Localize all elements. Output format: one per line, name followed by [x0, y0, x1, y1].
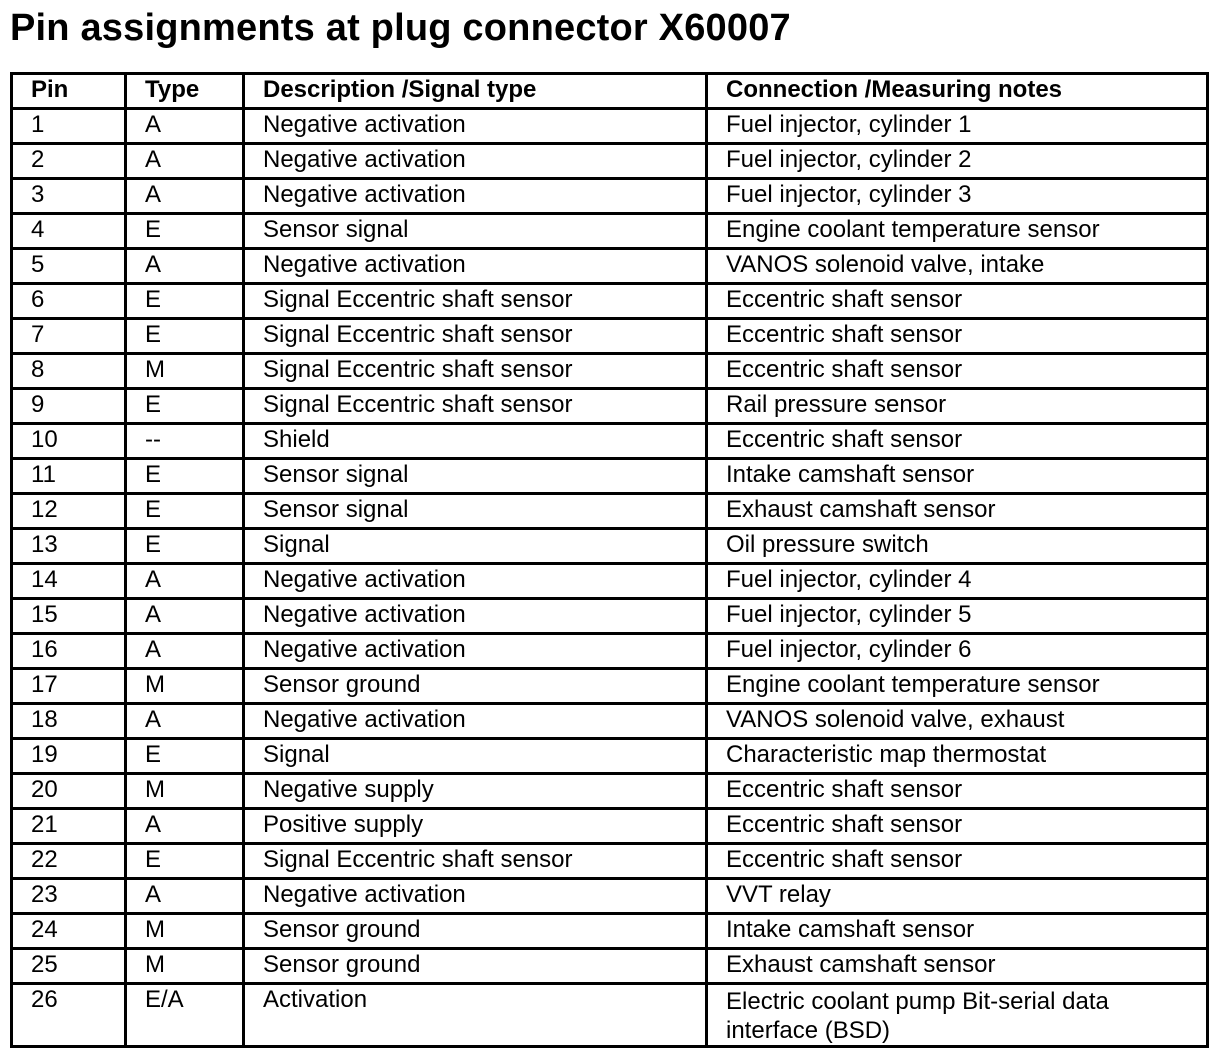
- connection-cell: Intake camshaft sensor: [707, 914, 1208, 949]
- type-cell: A: [126, 109, 244, 144]
- connection-cell: VVT relay: [707, 879, 1208, 914]
- pin-cell: 7: [12, 319, 126, 354]
- connection-cell: Eccentric shaft sensor: [707, 774, 1208, 809]
- type-cell: A: [126, 704, 244, 739]
- pin-cell: 21: [12, 809, 126, 844]
- header-type: Type: [126, 74, 244, 109]
- connection-cell: Fuel injector, cylinder 3: [707, 179, 1208, 214]
- table-body: [12, 109, 1208, 1047]
- description-cell: Positive supply: [244, 809, 707, 844]
- pin-cell: 2: [12, 144, 126, 179]
- type-cell: E: [126, 739, 244, 774]
- pin-cell: 10: [12, 424, 126, 459]
- table-row: [12, 844, 1208, 879]
- table-row: [12, 354, 1208, 389]
- type-cell: E: [126, 844, 244, 879]
- table-row: [12, 424, 1208, 459]
- connection-cell: Rail pressure sensor: [707, 389, 1208, 424]
- pin-cell: 12: [12, 494, 126, 529]
- connection-cell: VANOS solenoid valve, intake: [707, 249, 1208, 284]
- description-cell: Sensor ground: [244, 669, 707, 704]
- type-cell: A: [126, 809, 244, 844]
- connection-cell: Eccentric shaft sensor: [707, 809, 1208, 844]
- pin-cell: 19: [12, 739, 126, 774]
- connection-cell: VANOS solenoid valve, exhaust: [707, 704, 1208, 739]
- description-cell: Negative activation: [244, 879, 707, 914]
- description-cell: Signal Eccentric shaft sensor: [244, 354, 707, 389]
- type-cell: E: [126, 389, 244, 424]
- pin-cell: 14: [12, 564, 126, 599]
- description-cell: Negative activation: [244, 144, 707, 179]
- type-cell: E: [126, 284, 244, 319]
- type-cell: M: [126, 774, 244, 809]
- pin-assignment-table: [10, 72, 1209, 1048]
- connection-cell: Fuel injector, cylinder 1: [707, 109, 1208, 144]
- table-row: [12, 214, 1208, 249]
- pin-cell: 15: [12, 599, 126, 634]
- pin-cell: 5: [12, 249, 126, 284]
- description-cell: Shield: [244, 424, 707, 459]
- description-cell: Negative activation: [244, 564, 707, 599]
- connection-cell: Fuel injector, cylinder 5: [707, 599, 1208, 634]
- table-row: [12, 669, 1208, 704]
- type-cell: E/A: [126, 984, 244, 1047]
- connection-cell: Engine coolant temperature sensor: [707, 669, 1208, 704]
- type-cell: A: [126, 564, 244, 599]
- description-cell: Sensor ground: [244, 949, 707, 984]
- pin-cell: 4: [12, 214, 126, 249]
- type-cell: A: [126, 599, 244, 634]
- description-cell: Activation: [244, 984, 707, 1047]
- pin-cell: 16: [12, 634, 126, 669]
- description-cell: Negative activation: [244, 599, 707, 634]
- pin-cell: 11: [12, 459, 126, 494]
- description-cell: Sensor signal: [244, 459, 707, 494]
- table-row: [12, 389, 1208, 424]
- table-row: [12, 634, 1208, 669]
- table-row: [12, 144, 1208, 179]
- table-row: [12, 739, 1208, 774]
- pin-cell: 9: [12, 389, 126, 424]
- table-row: [12, 704, 1208, 739]
- connection-cell: Engine coolant temperature sensor: [707, 214, 1208, 249]
- connection-cell: Fuel injector, cylinder 6: [707, 634, 1208, 669]
- description-cell: Signal: [244, 739, 707, 774]
- type-cell: E: [126, 529, 244, 564]
- connection-cell: Eccentric shaft sensor: [707, 424, 1208, 459]
- type-cell: M: [126, 669, 244, 704]
- table-header-row: [12, 74, 1208, 109]
- pin-cell: 23: [12, 879, 126, 914]
- pin-cell: 25: [12, 949, 126, 984]
- connection-cell: Eccentric shaft sensor: [707, 284, 1208, 319]
- connection-cell: Eccentric shaft sensor: [707, 354, 1208, 389]
- connection-cell: Eccentric shaft sensor: [707, 319, 1208, 354]
- connection-cell: Fuel injector, cylinder 4: [707, 564, 1208, 599]
- table-row: [12, 564, 1208, 599]
- type-cell: M: [126, 949, 244, 984]
- header-description: Description /Signal type: [244, 74, 707, 109]
- table-row: [12, 529, 1208, 564]
- pin-cell: 1: [12, 109, 126, 144]
- table-row: [12, 879, 1208, 914]
- description-cell: Negative activation: [244, 634, 707, 669]
- type-cell: E: [126, 214, 244, 249]
- type-cell: A: [126, 179, 244, 214]
- description-cell: Sensor ground: [244, 914, 707, 949]
- table-row: [12, 319, 1208, 354]
- type-cell: A: [126, 634, 244, 669]
- description-cell: Negative activation: [244, 704, 707, 739]
- connection-cell: Fuel injector, cylinder 2: [707, 144, 1208, 179]
- connection-cell: Oil pressure switch: [707, 529, 1208, 564]
- type-cell: E: [126, 319, 244, 354]
- table-row: [12, 984, 1208, 1047]
- type-cell: E: [126, 494, 244, 529]
- description-cell: Signal: [244, 529, 707, 564]
- table-row: [12, 774, 1208, 809]
- connection-cell: Exhaust camshaft sensor: [707, 949, 1208, 984]
- type-cell: A: [126, 144, 244, 179]
- type-cell: A: [126, 879, 244, 914]
- pin-cell: 26: [12, 984, 126, 1047]
- pin-cell: 8: [12, 354, 126, 389]
- pin-cell: 24: [12, 914, 126, 949]
- pin-cell: 22: [12, 844, 126, 879]
- connection-cell: Intake camshaft sensor: [707, 459, 1208, 494]
- description-cell: Signal Eccentric shaft sensor: [244, 284, 707, 319]
- table-row: [12, 284, 1208, 319]
- pin-cell: 18: [12, 704, 126, 739]
- pin-cell: 17: [12, 669, 126, 704]
- type-cell: A: [126, 249, 244, 284]
- description-cell: Signal Eccentric shaft sensor: [244, 319, 707, 354]
- type-cell: M: [126, 354, 244, 389]
- description-cell: Signal Eccentric shaft sensor: [244, 389, 707, 424]
- table-row: [12, 249, 1208, 284]
- table-row: [12, 179, 1208, 214]
- table-row: [12, 949, 1208, 984]
- type-cell: --: [126, 424, 244, 459]
- connection-cell: Eccentric shaft sensor: [707, 844, 1208, 879]
- connection-cell: Exhaust camshaft sensor: [707, 494, 1208, 529]
- pin-cell: 3: [12, 179, 126, 214]
- table-row: [12, 459, 1208, 494]
- table-row: [12, 914, 1208, 949]
- header-connection: Connection /Measuring notes: [707, 74, 1208, 109]
- pin-cell: 6: [12, 284, 126, 319]
- connection-cell: Electric coolant pump Bit-serial data interface (BSD): [707, 984, 1208, 1047]
- pin-cell: 13: [12, 529, 126, 564]
- table-row: [12, 109, 1208, 144]
- page-title: Pin assignments at plug connector X60007: [10, 7, 791, 49]
- description-cell: Negative activation: [244, 179, 707, 214]
- table-row: [12, 809, 1208, 844]
- type-cell: E: [126, 459, 244, 494]
- table-row: [12, 494, 1208, 529]
- header-pin: Pin: [12, 74, 126, 109]
- connection-cell: Characteristic map thermostat: [707, 739, 1208, 774]
- pin-cell: 20: [12, 774, 126, 809]
- table-row: [12, 599, 1208, 634]
- description-cell: Negative activation: [244, 109, 707, 144]
- description-cell: Signal Eccentric shaft sensor: [244, 844, 707, 879]
- type-cell: M: [126, 914, 244, 949]
- description-cell: Sensor signal: [244, 214, 707, 249]
- description-cell: Sensor signal: [244, 494, 707, 529]
- description-cell: Negative supply: [244, 774, 707, 809]
- description-cell: Negative activation: [244, 249, 707, 284]
